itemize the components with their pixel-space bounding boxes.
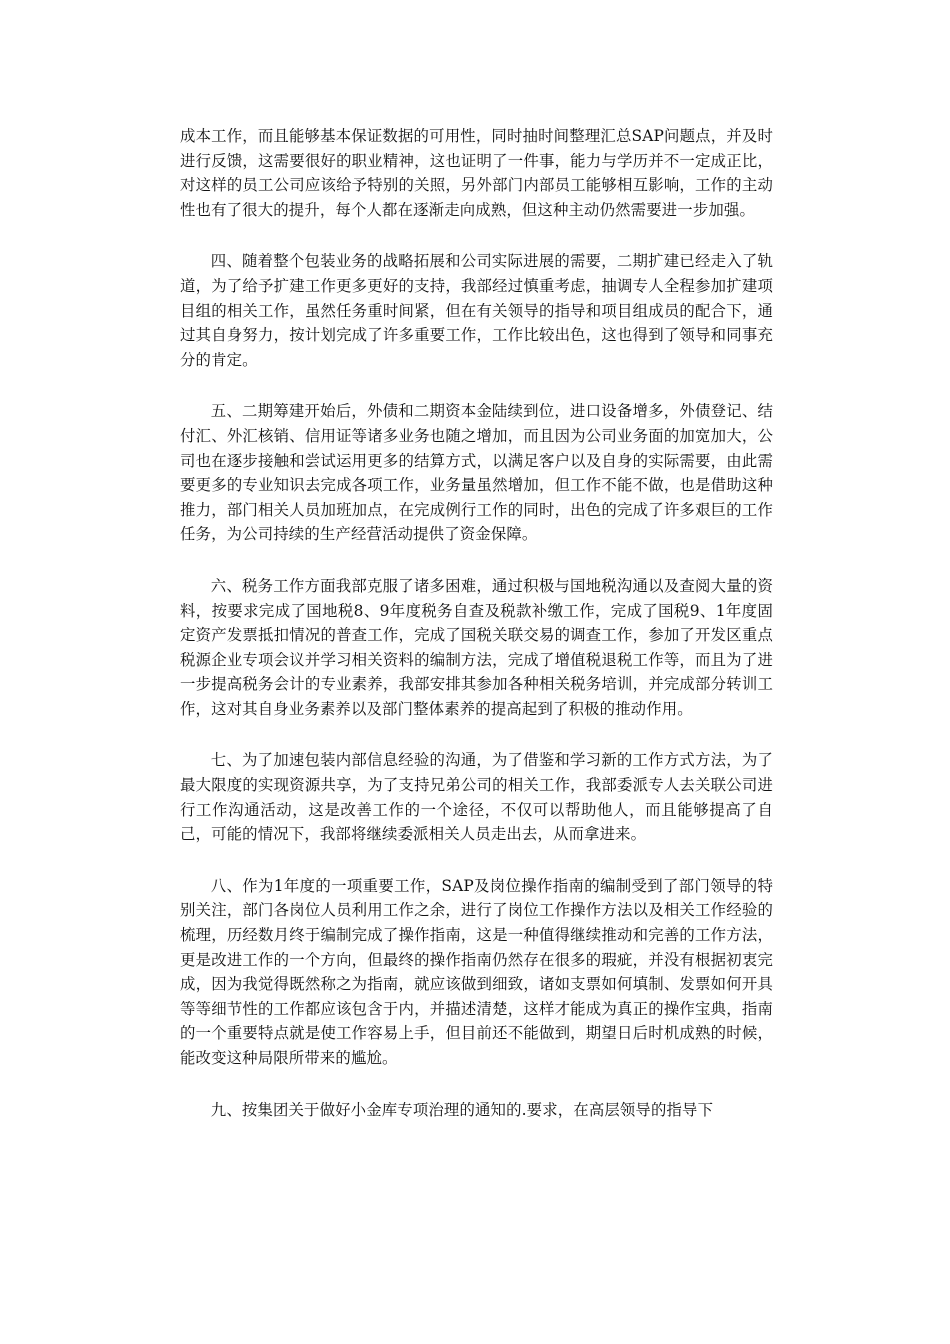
paragraph-cost-work: 成本工作，而且能够基本保证数据的可用性，同时抽时间整理汇总SAP问题点，并及时进行反馈，这需要很好的职业精神，这也证明了一件事，能力与学历并不一定成正比，对这样的员工公司应该给予特别的关照，另外部门内部员工能够相互影响，工作的主动性也有了很大的提升，每个人都在逐渐走向成熟，但这种主动仍然需要进一步加强。	[180, 127, 773, 219]
paragraph-item-9: 九、按集团关于做好小金库专项治理的通知的.要求，在高层领导的指导下	[210, 1100, 714, 1119]
paragraph-item-4: 四、随着整个包装业务的战略拓展和公司实际进展的需要，二期扩建已经走入了轨道，为了给予扩建工作更多更好的支持，我部经过慎重考虑，抽调专人全程参加扩建项目组的相关工作，虽然任务重时间紧，但在有关领导的指导和项目组成员的配合下，通过其自身努力，按计划完成了许多重要工作，工作比较出色，这也得到了领导和同事充分的肯定。	[180, 252, 773, 369]
paragraph-item-7: 七、为了加速包装内部信息经验的沟通，为了借鉴和学习新的工作方式方法，为了最大限度的实现资源共享，为了支持兄弟公司的相关工作，我部委派专人去关联公司进行工作沟通活动，这是改善工作的一个途径，不仅可以帮助他人，而且能够提高了自己，可能的情况下，我部将继续委派相关人员走出去，从而拿进来。	[180, 751, 773, 844]
paragraph-item-6: 六、税务工作方面我部克服了诸多困难，通过积极与国地税沟通以及查阅大量的资料，按要求完成了国地税8、9年度税务自查及税款补缴工作，完成了国税9、1年度固定资产发票抵扣情况的普查工作，完成了国税关联交易的调查工作，参加了开发区重点税源企业专项会议并学习相关资料的编制方法，完成了增值税退税工作等，而且为了进一步提高税务会计的专业素养，我部安排其参加各种相关税务培训，并完成部分转训工作，这对其自身业务素养以及部门整体素养的提高起到了积极的推动作用。	[180, 576, 773, 718]
paragraph-item-5: 五、二期筹建开始后，外债和二期资本金陆续到位，进口设备增多，外债登记、结付汇、外汇核销、信用证等诸多业务也随之增加，而且因为公司业务面的加宽加大，公司也在逐步接触和尝试运用更多的结算方式，以满足客户以及自身的实际需要，由此需要更多的专业知识去完成各项工作，业务量虽然增加，但工作不能不做，也是借助这种推力，部门相关人员加班加点，在完成例行工作的同时，出色的完成了许多艰巨的工作任务，为公司持续的生产经营活动提供了资金保障。	[180, 402, 773, 544]
document-page	[180, 124, 773, 1149]
paragraph-item-8: 八、作为1年度的一项重要工作，SAP及岗位操作指南的编制受到了部门领导的特别关注，部门各岗位人员利用工作之余，进行了岗位工作操作方法以及相关工作经验的梳理，历经数月终于编制完成了操作指南，这是一种值得继续推动和完善的工作方法，更是改进工作的一个方向，但最终的操作指南仍然存在很多的瑕疵，并没有根据初衷完成，因为我觉得既然称之为指南，就应该做到细致，诸如支票如何填制、发票如何开具等等细节性的工作都应该包含于内，并描述清楚，这样才能成为真正的操作宝典，指南的一个重要特点就是使工作容易上手，但目前还不能做到，期望日后时机成熟的时候，能改变这种局限所带来的尴尬。	[180, 876, 773, 1067]
